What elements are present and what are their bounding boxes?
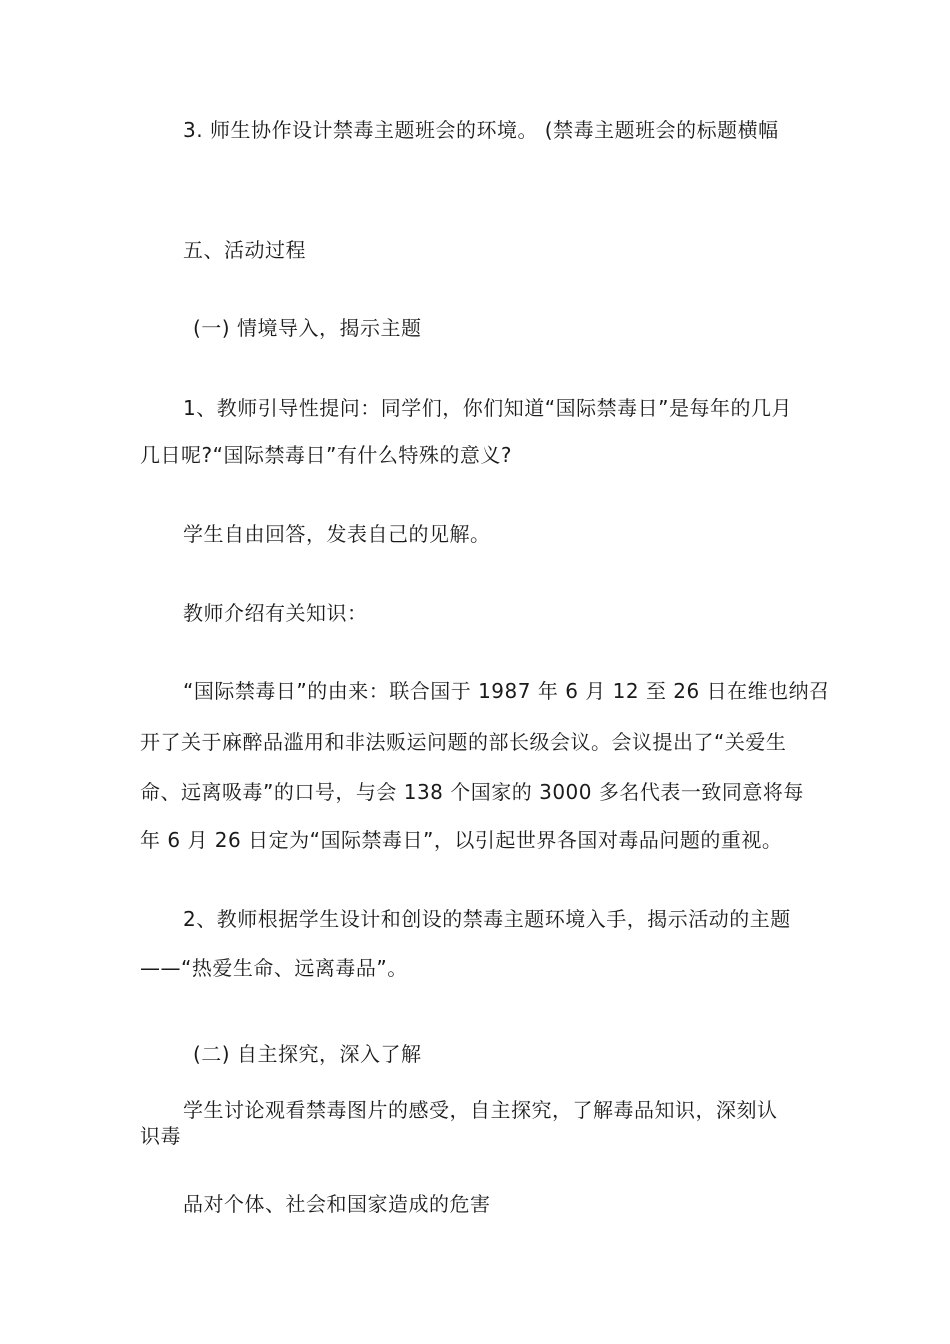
paragraph-6-line-2: 识毒 (140, 1124, 181, 1148)
paragraph-4-line-2: 开了关于麻醉品滥用和非法贩运问题的部长级会议。会议提出了“关爱生 (140, 730, 787, 754)
paragraph-7: 品对个体、社会和国家造成的危害 (183, 1192, 491, 1216)
paragraph-1-line-1: 1、教师引导性提问：同学们，你们知道“国际禁毒日”是每年的几月 (183, 396, 792, 420)
subsection-1-heading: (一) 情境导入，揭示主题 (193, 316, 422, 340)
paragraph-4-line-3: 命、远离吸毒”的口号，与会 138 个国家的 3000 多名代表一致同意将每 (140, 780, 804, 804)
paragraph-4-line-4: 年 6 月 26 日定为“国际禁毒日”，以引起世界各国对毒品问题的重视。 (140, 828, 783, 852)
section-5-heading: 五、活动过程 (183, 238, 306, 262)
paragraph-5-line-1: 2、教师根据学生设计和创设的禁毒主题环境入手，揭示活动的主题 (183, 907, 791, 931)
paragraph-2: 学生自由回答，发表自己的见解。 (183, 522, 491, 546)
subsection-2-heading: (二) 自主探究，深入了解 (193, 1042, 422, 1066)
item-3-text: 3. 师生协作设计禁毒主题班会的环境。 (禁毒主题班会的标题横幅 (183, 118, 779, 142)
paragraph-6-line-1: 学生讨论观看禁毒图片的感受，自主探究，了解毒品知识，深刻认 (183, 1098, 778, 1122)
paragraph-5-line-2: ——“热爱生命、远离毒品”。 (140, 956, 408, 980)
paragraph-3: 教师介绍有关知识： (183, 601, 368, 625)
paragraph-4-line-1: “国际禁毒日”的由来：联合国于 1987 年 6 月 12 至 26 日在维也纳召 (183, 679, 830, 703)
paragraph-1-line-2: 几日呢?“国际禁毒日”有什么特殊的意义? (140, 443, 512, 467)
